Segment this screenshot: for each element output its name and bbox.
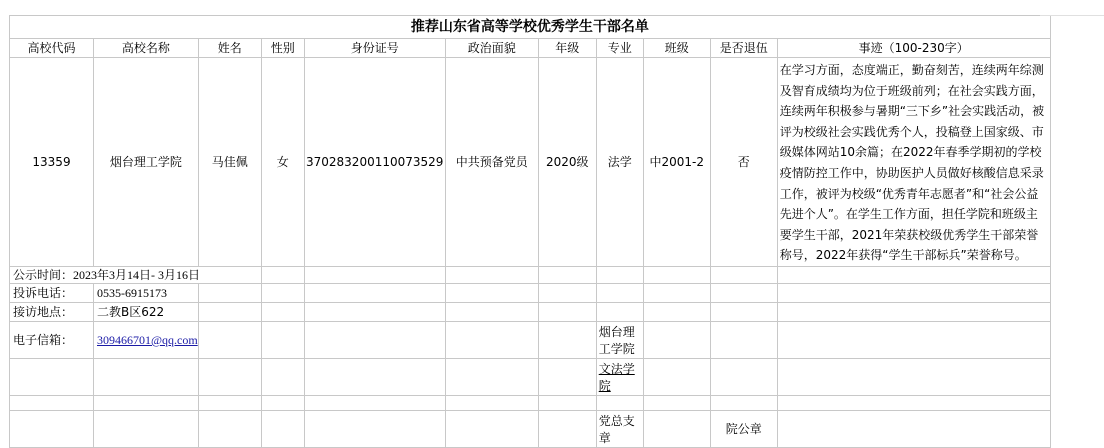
visit-label[interactable]: 接访地点： — [10, 302, 94, 321]
empty-cell[interactable] — [777, 283, 1050, 302]
college-stamp-label[interactable]: 文法学院 — [596, 358, 643, 395]
email-link[interactable]: 309466701@qq.com — [97, 332, 198, 347]
empty-cell[interactable] — [198, 358, 261, 395]
header-school-name[interactable]: 高校名称 — [94, 39, 199, 58]
empty-cell[interactable] — [538, 302, 596, 321]
header-row — [10, 39, 1051, 58]
empty-cell[interactable] — [261, 283, 304, 302]
email-label[interactable]: 电子信箱： — [10, 321, 94, 358]
visit-location[interactable]: 二教B区622 — [94, 302, 199, 321]
cell-deeds[interactable]: 在学习方面，态度端正，勤奋刻苦，连续两年综测及智育成绩均为位于班级前列；在社会实践方面，连续两年积极参与暑期“三下乡”社会实践活动，被评为校级社会实践优秀个人，投稿登上国家级、市级媒体网站10余篇；在2022年春季学期初的学校疫情防控工作中，协助医护人员做好核酸信息采录工作，被评为校级“优秀青年志愿者”和“社会公益先进个人”。在学生工作方面，担任学院和班级主要学生干部，2021年荣获校级优秀学生干部荣誉称号，2022年获得“学生干部标兵”荣誉称号。 — [777, 58, 1050, 267]
empty-cell[interactable] — [777, 395, 1050, 410]
empty-cell[interactable] — [261, 266, 304, 283]
school-stamp-label[interactable]: 烟台理工学院 — [596, 321, 643, 358]
cell-major[interactable]: 法学 — [596, 58, 643, 267]
empty-cell[interactable] — [445, 358, 538, 395]
cell-name[interactable]: 马佳佩 — [198, 58, 261, 267]
empty-cell[interactable] — [261, 358, 304, 395]
empty-cell[interactable] — [261, 302, 304, 321]
empty-cell[interactable] — [304, 321, 445, 358]
cell-gender[interactable]: 女 — [261, 58, 304, 267]
empty-cell[interactable] — [710, 283, 777, 302]
empty-cell[interactable] — [304, 395, 445, 410]
table-row — [10, 58, 1051, 267]
empty-cell[interactable] — [10, 358, 94, 395]
empty-cell[interactable] — [304, 266, 445, 283]
empty-cell[interactable] — [643, 395, 710, 410]
empty-cell[interactable] — [94, 358, 199, 395]
empty-cell[interactable] — [596, 302, 643, 321]
empty-cell[interactable] — [710, 321, 777, 358]
header-grade[interactable]: 年级 — [538, 39, 596, 58]
empty-cell[interactable] — [198, 302, 261, 321]
empty-cell[interactable] — [596, 283, 643, 302]
empty-cell[interactable] — [538, 358, 596, 395]
cell-school-name[interactable]: 烟台理工学院 — [94, 58, 199, 267]
empty-cell[interactable] — [710, 302, 777, 321]
empty-cell[interactable] — [198, 395, 261, 410]
college-row — [10, 358, 1051, 395]
header-deeds[interactable]: 事迹（100-230字） — [777, 39, 1050, 58]
empty-cell[interactable] — [596, 266, 643, 283]
complaint-label[interactable]: 投诉电话： — [10, 283, 94, 302]
empty-cell[interactable] — [643, 321, 710, 358]
empty-cell[interactable] — [710, 266, 777, 283]
office-stamp-label[interactable]: 院公章 — [710, 410, 777, 447]
cell-school-code[interactable]: 13359 — [10, 58, 94, 267]
empty-cell[interactable] — [777, 266, 1050, 283]
empty-cell[interactable] — [198, 321, 261, 358]
empty-cell[interactable] — [596, 395, 643, 410]
complaint-phone[interactable]: 0535-6915173 — [94, 283, 199, 302]
empty-cell[interactable] — [94, 395, 199, 410]
email-row — [10, 321, 1051, 358]
empty-cell[interactable] — [198, 283, 261, 302]
header-gender[interactable]: 性别 — [261, 39, 304, 58]
empty-cell[interactable] — [445, 395, 538, 410]
empty-cell[interactable] — [538, 395, 596, 410]
empty-cell[interactable] — [261, 321, 304, 358]
complaint-row — [10, 283, 1051, 302]
sheet-edge-line — [1040, 15, 1104, 16]
nominee-table — [9, 15, 1051, 448]
spacer-row — [10, 395, 1051, 410]
header-major[interactable]: 专业 — [596, 39, 643, 58]
empty-cell[interactable] — [261, 395, 304, 410]
empty-cell[interactable] — [777, 302, 1050, 321]
empty-cell[interactable] — [304, 302, 445, 321]
publicity-time[interactable]: 公示时间：2023年3月14日- 3月16日 — [10, 266, 262, 283]
party-stamp-label[interactable]: 党总支章 — [596, 410, 643, 447]
header-id-number[interactable]: 身份证号 — [304, 39, 445, 58]
empty-cell[interactable] — [10, 395, 94, 410]
cell-retired[interactable]: 否 — [710, 58, 777, 267]
empty-cell[interactable] — [538, 283, 596, 302]
empty-cell[interactable] — [710, 358, 777, 395]
empty-cell[interactable] — [710, 395, 777, 410]
empty-cell[interactable] — [538, 321, 596, 358]
empty-cell[interactable] — [643, 283, 710, 302]
empty-cell[interactable] — [777, 358, 1050, 395]
empty-cell[interactable] — [445, 283, 538, 302]
visit-row — [10, 302, 1051, 321]
empty-cell[interactable] — [445, 302, 538, 321]
cell-political-status[interactable]: 中共预备党员 — [445, 58, 538, 267]
empty-cell[interactable] — [643, 358, 710, 395]
email-cell[interactable] — [94, 321, 199, 358]
sheet-title[interactable]: 推荐山东省高等学校优秀学生干部名单 — [10, 16, 1051, 39]
header-retired[interactable]: 是否退伍 — [710, 39, 777, 58]
header-school-code[interactable]: 高校代码 — [10, 39, 94, 58]
empty-cell[interactable] — [643, 302, 710, 321]
empty-cell[interactable] — [304, 283, 445, 302]
publicity-row — [10, 266, 1051, 283]
empty-cell[interactable] — [538, 266, 596, 283]
header-name[interactable]: 姓名 — [198, 39, 261, 58]
empty-cell[interactable] — [445, 321, 538, 358]
cell-class[interactable]: 中2001-2 — [643, 58, 710, 267]
empty-cell[interactable] — [777, 321, 1050, 358]
cell-grade[interactable]: 2020级 — [538, 58, 596, 267]
cell-id-number[interactable]: 370283200110073529 — [304, 58, 445, 267]
empty-cell[interactable] — [445, 266, 538, 283]
empty-cell[interactable] — [643, 266, 710, 283]
header-class[interactable]: 班级 — [643, 39, 710, 58]
empty-cell[interactable] — [304, 358, 445, 395]
header-political-status[interactable]: 政治面貌 — [445, 39, 538, 58]
spreadsheet — [9, 15, 1051, 448]
